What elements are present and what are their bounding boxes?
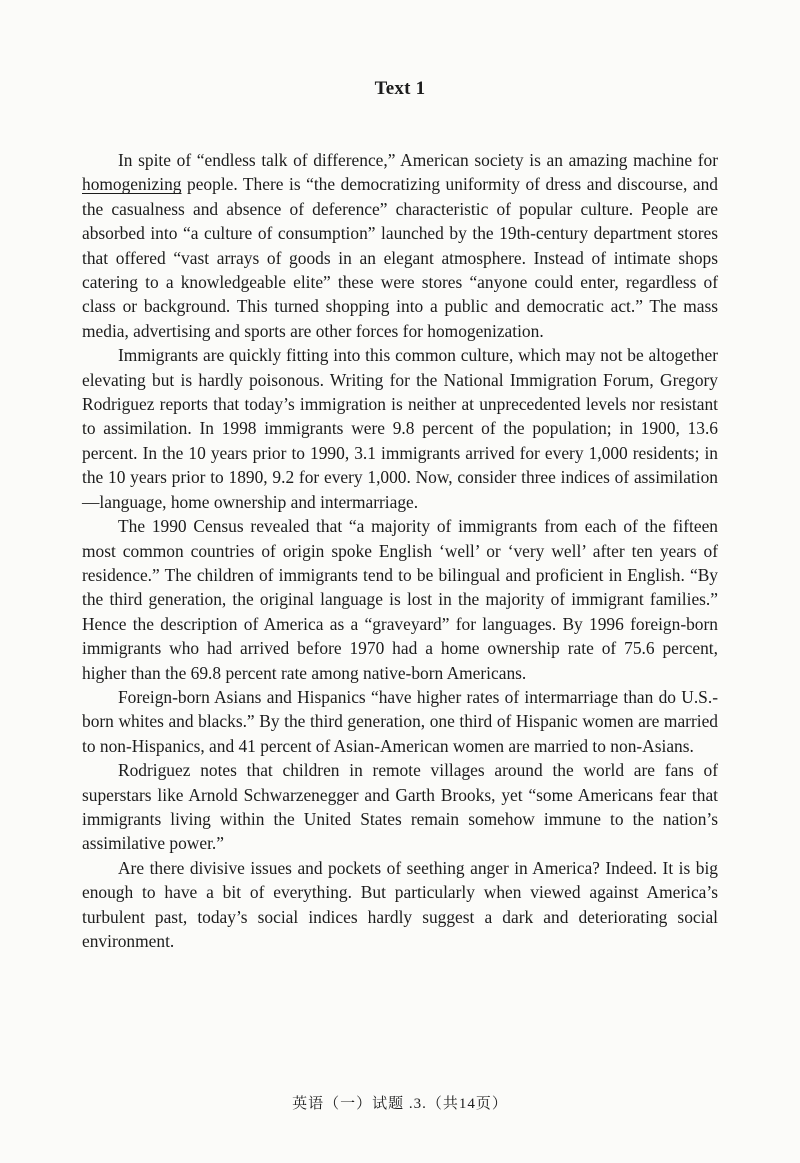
page-footer: 英语（一）试题 .3.（共14页）: [292, 1096, 508, 1112]
paragraph-1-before: In spite of “endless talk of difference,” American society is an amazing machine for: [118, 150, 718, 170]
paragraph-1: [82, 148, 718, 343]
paragraph-6: Are there divisive issues and pockets of seething anger in America? Indeed. It is big enough to have a bit of everything. But particularly when viewed against America’s turbulent past, today’s social indices hardly suggest a dark and deteriorating social environment.: [82, 857, 718, 951]
paragraph-4: Foreign-born Asians and Hispanics “have higher rates of intermarriage than do U.S.-born whites and blacks.” By the third generation, one third of Hispanic women are married to non-Hispanics, and 41 percent of Asian-American women are married to non-Asians.: [82, 686, 718, 756]
passage-body: [82, 148, 718, 953]
paragraph-1-after: people. There is “the democratizing uniformity of dress and discourse, and the casualness and absence of deference” characteristic of popular culture. People are absorbed into “a culture of consumption” launched by the 19th-century department stores that offered “vast arrays of goods in an elegant atmosphere. Instead of intimate shops catering to a knowledgeable elite” these were stores “anyone could enter, regardless of class or background. This turned shopping into a public and democratic act.” The mass media, advertising and sports are other forces for homogenization.: [82, 174, 718, 341]
underlined-word: homogenizing: [82, 174, 182, 195]
paragraph-5: Rodriguez notes that children in remote villages around the world are fans of superstars like Arnold Schwarzenegger and Garth Brooks, yet “some Americans fear that immigrants living within the United States remain somehow immune to the nation’s assimilative power.”: [82, 760, 718, 854]
page-title: Text 1: [374, 78, 426, 99]
paragraph-2: Immigrants are quickly fitting into this common culture, which may not be altogether elevating but is hardly poisonous. Writing for the National Immigration Forum, Gregory Rodriguez reports that today’s immigration is neither at unprecedented levels nor resistant to assimilation. In 1998 immigrants were 9.8 percent of the population; in 1900, 13.6 percent. In the 10 years prior to 1990, 3.1 immigrants arrived for every 1,000 residents; in the 10 years prior to 1890, 9.2 for every 1,000. Now, consider three indices of assimilation—language, home ownership and intermarriage.: [82, 345, 718, 512]
paragraph-3: The 1990 Census revealed that “a majority of immigrants from each of the fifteen most common countries of origin spoke English ‘well’ or ‘very well’ after ten years of residence.” The children of immigrants tend to be bilingual and proficient in English. “By the third generation, the original language is lost in the majority of immigrant families.” Hence the description of America as a “graveyard” for languages. By 1996 foreign-born immigrants who had arrived before 1970 had a home ownership rate of 75.6 percent, higher than the 69.8 percent rate among native-born Americans.: [82, 516, 718, 683]
